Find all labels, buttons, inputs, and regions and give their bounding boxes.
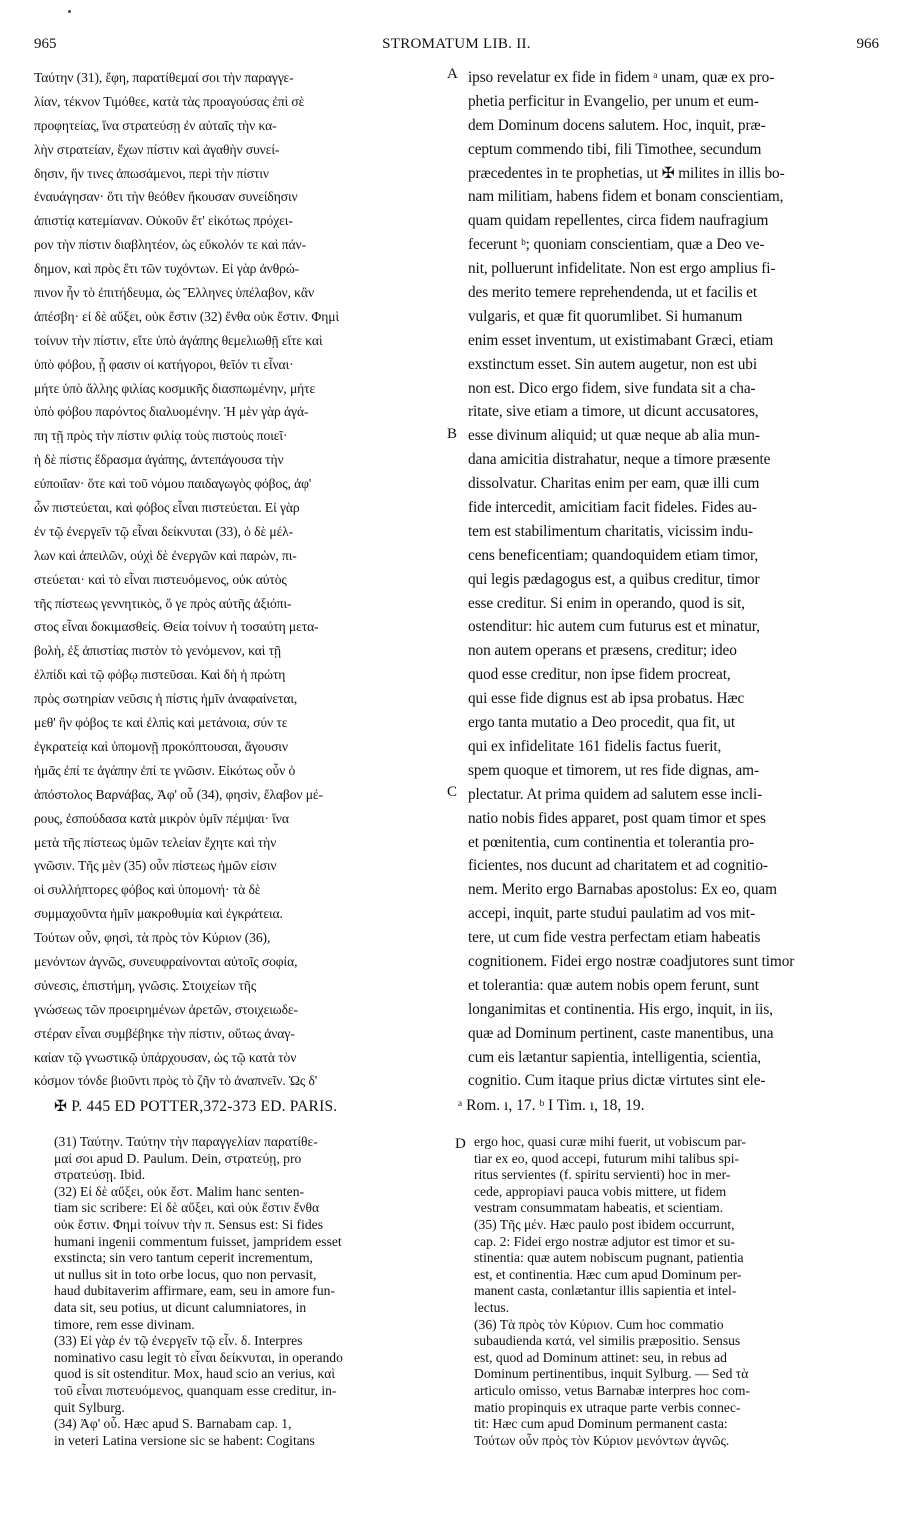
latin-text-line: ostenditur: hic autem cum futurus est et minatur, xyxy=(468,618,760,636)
greek-text-line: ἡμᾶς ἐπί τε ἀγάπην ἐπί τε γνῶσιν. Εἰκότως οὖν ὁ xyxy=(34,762,296,778)
latin-text-line: esse divinum aliquid; ut quæ neque ab alia mun- xyxy=(468,427,760,445)
footnote-line: lectus. xyxy=(474,1299,510,1315)
greek-text-line: ρους, ἐσπούδασα κατὰ μικρὸν ὑμῖν πέμψαι· ἵνα xyxy=(34,810,289,826)
footnote-line: (31) Ταύτην. Ταύτην τὴν παραγγελίαν παρατίθε- xyxy=(54,1134,318,1149)
left-page-number: 965 xyxy=(34,36,57,52)
footnote-line: timore, rem esse divinam. xyxy=(54,1316,195,1332)
reference-line xyxy=(34,1097,879,1117)
latin-text-line: et pœnitentia, cum continentia et tolerantia pro- xyxy=(468,833,755,851)
right-page-number: 966 xyxy=(856,36,879,52)
running-title: STROMATUM LIB. II. xyxy=(382,36,531,52)
latin-text-line: exstinctum esset. Sin autem augetur, non est ubi xyxy=(468,355,758,373)
footnote-line: cap. 2: Fidei ergo nostræ adjutor est timor et su- xyxy=(474,1233,736,1249)
latin-text-line: dana amicitia distrahatur, neque a timore præsente xyxy=(468,451,771,469)
greek-text-line: ἐλπίδι καὶ τῷ φόβῳ πιστεῦσαι. Καὶ δὴ ἡ πρώτη xyxy=(34,667,286,683)
greek-text-line: ἐναυάγησαν· ὅτι τὴν θεόθεν ἤκουσαν συνείδησιν xyxy=(34,189,298,205)
latin-text-line: cognitio. Cum itaque prius dictæ virtutes sint ele- xyxy=(468,1072,766,1090)
greek-text-line: συμμαχοῦντα ἡμῖν μακροθυμία καὶ ἐγκράτεια. xyxy=(34,906,283,922)
greek-text-line: Ταύτην (31), ἔφη, παρατίθεμαί σοι τὴν παραγγε- xyxy=(34,70,294,85)
footnote-line: tiam sic scribere: Εἰ δὲ αὔξει, καὶ οὐκ ἔστιν ἔνθα xyxy=(54,1200,320,1216)
latin-text-line: non est. Dico ergo fidem, sive fundata sit a cha- xyxy=(468,379,756,397)
latin-text-line: spem quoque et timorem, ut res fide dignas, am- xyxy=(468,761,759,779)
latin-text-line: des merito temere reprehendenda, ut et facilis et xyxy=(468,284,758,302)
footnote-line: tiar ex eo, quod accepi, futurum mihi talibus spi- xyxy=(474,1150,740,1166)
greek-text-line: ἀπέσβη· εἰ δὲ αὔξει, οὐκ ἔστιν (32) ἔνθα οὐκ ἔστιν. Φημὶ xyxy=(34,308,339,324)
latin-text-line: enim esset inventum, ut existimabant Græci, etiam xyxy=(468,331,774,349)
greek-text-line: ἡ δὲ πίστις ἕδρασμα ἀγάπης, ἀντεπάγουσα τὴν xyxy=(34,452,284,468)
margin-letter-b: B xyxy=(447,426,458,442)
greek-text-line: μεθ' ἣν φόβος τε καὶ ἐλπὶς καὶ μετάνοια, σύν τε xyxy=(34,715,288,731)
latin-text-line: accepi, inquit, parte studui paulatim ad vos mit- xyxy=(468,905,755,923)
footnote-line: τοῦ εἶναι πιστευόμενος, quanquam esse creditur, in- xyxy=(54,1382,337,1398)
latin-text-line: non autem operans et præsens, creditur; ideo xyxy=(468,642,737,660)
greek-text-line: ἀπόστολος Βαρνάβας, Ἀφ' οὗ (34), φησὶν, ἔλαβον μέ- xyxy=(34,786,323,802)
greek-text-line: δησιν, ἥν τινες ἀπωσάμενοι, περὶ τὴν πίστιν xyxy=(34,165,269,181)
footnote-line: exstincta; sin vero tantum ceperit incrementum, xyxy=(54,1250,313,1266)
greek-text-line: μενόντων ἁγνῶς, συνευφραίνονται αὐτοῖς σοφία, xyxy=(34,953,298,969)
footnote-line: haud dubitaverim affirmare, eam, seu in amore fun- xyxy=(54,1283,335,1299)
latin-text-line: præcedentes in te prophetias, ut ✠ milites in illis bo- xyxy=(468,164,785,182)
latin-text-line: et tolerantia: quæ autem nobis opem ferunt, sunt xyxy=(468,976,759,994)
greek-text-line: στεύεται· καὶ τὸ εἶναι πιστευόμενος, οὐκ αὐτὸς xyxy=(34,571,287,587)
greek-text-line: λίαν, τέκνον Τιμόθεε, κατὰ τὰς προαγούσας ἐπὶ σὲ xyxy=(34,93,305,109)
footnote-line: humani ingenii commentum fuisset, jampridem esset xyxy=(54,1233,342,1249)
footnote-line: Τούτων οὖν πρὸς τὸν Κύριον μενόντων ἁγνῶς. xyxy=(474,1432,730,1448)
latin-text-line: nit, polluerunt infidelitate. Non est ergo amplius fi- xyxy=(468,260,776,278)
greek-text-line: τῆς πίστεως γεννητικὸς, ὅ γε πρὸς αὐτῆς ἀξιόπι- xyxy=(34,595,292,611)
margin-letter-c: C xyxy=(447,784,458,800)
footnote-line: (32) Εἰ δὲ αὔξει, οὐκ ἔστ. Malim hanc senten- xyxy=(54,1183,305,1199)
footnote-line: ut nullus sit in toto orbe locus, quo non pervasit, xyxy=(54,1266,317,1282)
latin-text-line: ficientes, nos ducunt ad charitatem et ad cognitio- xyxy=(468,857,768,875)
greek-text-line: μήτε ὑπὸ ἄλλης φιλίας κοσμικῆς διασπωμένην, μήτε xyxy=(34,380,316,396)
greek-text-line: ἀπιστίᾳ κατεμίαναν. Οὐκοῦν ἔτ' εἰκότως πρόχει- xyxy=(34,213,293,229)
footnote-line: nominativo casu legit τὸ εἶναι δείκνυται, in operando xyxy=(54,1349,343,1365)
greek-text-line: στος εἶναι δοκιμασθείς. Θεία τοίνυν ἡ τοσαύτη μετα- xyxy=(34,619,319,635)
footnote-line: οὐκ ἔστιν. Φημὶ τοίνυν τὴν π. Sensus est: Si fides xyxy=(54,1216,323,1232)
greek-text-line: ρον τὴν πίστιν διαβλητέον, ὡς εὔκολόν τε καὶ πάν- xyxy=(34,237,307,253)
greek-text-line: μετὰ τῆς πίστεως ὑμῶν τελείαν ἔχητε καὶ τὴν xyxy=(34,834,277,850)
greek-text-line: καίαν τῷ γνωστικῷ ὑπάρχουσαν, ὡς τῷ κατὰ τὸν xyxy=(34,1049,297,1065)
greek-text-line: γνῶσιν. Τῆς μὲν (35) οὖν πίστεως ἡμῶν εἰσιν xyxy=(34,858,277,874)
latin-text-line: natio nobis fides apparet, post quam timor et spes xyxy=(468,809,766,827)
latin-text-line: qui ex infidelitate 161 fidelis factus fuerit, xyxy=(468,737,722,755)
footnote-line: vestram consummatam habeatis, et scientiam. xyxy=(474,1200,724,1216)
footnotes-left-column xyxy=(54,1134,446,1449)
latin-text-line: cens beneficentiam; quandoquidem etiam timor, xyxy=(468,546,759,564)
latin-text-line: quam quidam repellentes, circa fidem naufragium xyxy=(468,212,769,230)
greek-text-line: λων καὶ ἀπειλῶν, οὐχὶ δὲ ἐνεργῶν καὶ παρὼν, πι- xyxy=(34,547,297,563)
bible-references: ᵃ Rom. ı, 17. ᵇ I Tim. ı, 18, 19. xyxy=(458,1097,645,1114)
greek-text-line: ἐν τῷ ἐνεργεῖν τῷ εἶναι δείκνυται (33), ὁ δὲ μέλ- xyxy=(34,523,294,539)
running-header xyxy=(34,36,879,56)
margin-letter-a: A xyxy=(447,66,458,82)
footnote-line: articulo omisso, vetus Barnabæ interpres hoc com- xyxy=(474,1382,750,1398)
footnote-line: (33) Εἰ γὰρ ἐν τῷ ἐνεργεῖν τῷ εἶν. δ. Interpres xyxy=(54,1333,303,1349)
latin-text-line: vulgaris, et quæ fit quorumlibet. Si humanum xyxy=(468,307,743,325)
greek-text-line: λὴν στρατείαν, ἔχων πίστιν καὶ ἀγαθὴν συνεί- xyxy=(34,141,280,157)
margin-letter-d: D xyxy=(455,1136,466,1152)
greek-text-line: σύνεσις, ἐπιστήμη, γνῶσις. Στοιχείων τῆς xyxy=(34,977,257,993)
greek-text-line: ἐγκρατείᾳ καὶ ὑπομονῇ προκόπτουσαι, ἄγουσιν xyxy=(34,738,288,754)
footnote-line: est, quod ad Dominum attinet: seu, in rebus ad xyxy=(474,1349,727,1365)
footnote-line: ergo hoc, quasi curæ mihi fuerit, ut vobiscum par- xyxy=(474,1134,747,1149)
greek-text-line: προφητείας, ἵνα στρατεύσῃ ἐν αὐταῖς τὴν κα- xyxy=(34,117,277,133)
footnote-line: tit: Hæc cum apud Dominum permanent casta: xyxy=(474,1416,728,1432)
latin-text-line: tem est stabilimentum charitatis, vicissim indu- xyxy=(468,522,753,540)
greek-text-line: γνώσεως τῶν προειρημένων ἀρετῶν, στοιχειωδε- xyxy=(34,1001,298,1017)
footnote-line: ritus servientes (f. spiritu servienti) hoc in mer- xyxy=(474,1167,731,1183)
footnote-line: data sit, seu potius, ut dicunt calumniatores, in xyxy=(54,1299,307,1315)
latin-text-column xyxy=(468,66,880,1093)
greek-text-column xyxy=(34,66,454,1093)
footnote-line: στρατεύσῃ. Ibid. xyxy=(54,1167,146,1183)
footnote-line: matio propinquis ex utraque parte verbis connec- xyxy=(474,1399,741,1415)
latin-text-line: quæ ad Dominum pertinent, caste manentibus, una xyxy=(468,1024,774,1042)
greek-text-line: κόσμον τόνδε βιοῦντι πρὸς τὸ ζῆν τὸ ἀναπνεῖν. Ὡς δ' xyxy=(34,1073,318,1089)
footnote-line: quit Sylburg. xyxy=(54,1399,125,1415)
latin-text-line: plectatur. At prima quidem ad salutem esse incli- xyxy=(468,785,763,803)
latin-text-line: fide intercedit, amicitiam facit fideles. Fides au- xyxy=(468,499,757,517)
greek-text-line: πρὸς σωτηρίαν νεῦσις ἡ πίστις ἡμῖν ἀναφαίνεται, xyxy=(34,691,298,707)
latin-text-line: nam militiam, habens fidem et bonam conscientiam, xyxy=(468,188,784,206)
greek-text-line: ὑπὸ φόβου παρόντος διαλυομένην. Ἡ μὲν γὰρ ἀγά- xyxy=(34,404,309,420)
footnote-line: cede, appropiavi pauca vobis mittere, ut fidem xyxy=(474,1183,727,1199)
greek-text-line: εὐποιΐαν· ὅτε καὶ τοῦ νόμου παιδαγωγὸς φόβος, ἀφ' xyxy=(34,476,312,492)
latin-text-line: nem. Merito ergo Barnabas apostolus: Ex eo, quam xyxy=(468,881,777,899)
footnote-line: (36) Τὰ πρὸς τὸν Κύριον. Cum hoc commatio xyxy=(474,1316,724,1332)
edition-reference: ✠ P. 445 ED POTTER,372-373 ED. PARIS. xyxy=(54,1098,338,1115)
greek-text-line: πη τῇ πρὸς τὴν πίστιν φιλίᾳ τοὺς πιστοὺς ποιεῖ· xyxy=(34,428,288,444)
greek-text-line: στέραν εἶναι συμβέβηκε τὴν πίστιν, οὕτως ἀναγ- xyxy=(34,1025,295,1041)
latin-text-line: qui esse fide dignus est ab ipsa probatus. Hæc xyxy=(468,690,745,708)
latin-text-line: fecerunt ᵇ; quoniam conscientiam, quæ a Deo ve- xyxy=(468,236,765,254)
latin-text-line: ceptum commendo tibi, fili Timothee, secundum xyxy=(468,140,762,158)
latin-text-line: ipso revelatur ex fide in fidem ᵃ unam, quæ ex pro- xyxy=(468,69,775,86)
latin-text-line: longanimitas et continentia. His ergo, inquit, in iis, xyxy=(468,1000,773,1018)
footnote-line: est, et continentia. Hæc cum apud Dominum per- xyxy=(474,1266,742,1282)
greek-text-line: τοίνυν τὴν πίστιν, εἴτε ὑπὸ ἀγάπης θεμελιωθῇ εἴτε καὶ xyxy=(34,332,323,348)
greek-text-line: βολὴ, ἐξ ἀπιστίας πιστὸν τὸ γενόμενον, καὶ τῇ xyxy=(34,643,281,659)
latin-text-line: phetia perficitur in Evangelio, per unum et eum- xyxy=(468,92,759,110)
footnote-line: μαί σοι apud D. Paulum. Dein, στρατεύῃ, pro xyxy=(54,1150,302,1166)
greek-text-line: δημον, καὶ πρὸς ἔτι τῶν τυχόντων. Εἰ γὰρ ἀνθρώ- xyxy=(34,261,300,277)
greek-text-line: ὑπὸ φόβου, ᾗ φασιν οἱ κατήγοροι, θεῖόν τι εἶναι· xyxy=(34,356,294,372)
latin-text-line: dem Dominum docens salutem. Hoc, inquit, præ- xyxy=(468,116,766,134)
footnote-line: stinentia: quæ autem nobiscum pugnant, patientia xyxy=(474,1250,744,1266)
footnote-line: (34) Ἀφ' οὗ. Hæc apud S. Barnabam cap. 1, xyxy=(54,1416,292,1432)
greek-text-line: ὧν πιστεύεται, καὶ φόβος εἶναι πιστεύεται. Εἰ γὰρ xyxy=(34,500,300,516)
latin-text-line: cognitionem. Fidei ergo nostræ coadjutores sunt timor xyxy=(468,952,795,970)
footnote-line: in veteri Latina versione sic se habent: Cogitans xyxy=(54,1432,315,1448)
footnote-line: (35) Τῆς μέν. Hæc paulo post ibidem occurrunt, xyxy=(474,1216,735,1232)
footnote-line: quod is sit ostenditur. Mox, haud scio an verius, καὶ xyxy=(54,1366,336,1382)
latin-text-line: cum eis lætantur sapientia, intelligentia, scientia, xyxy=(468,1048,762,1066)
greek-text-line: οἱ συλλήπτορες φόβος καὶ ὑπομονή· τὰ δὲ xyxy=(34,882,261,898)
footnote-line: manent casta, conlætantur illis sapientia et intel- xyxy=(474,1283,737,1299)
latin-text-line: tere, ut cum fide vestra perfectam etiam habeatis xyxy=(468,929,761,947)
page-mark xyxy=(68,10,71,13)
footnotes-right-column xyxy=(474,1134,884,1449)
latin-text-line: qui legis pædagogus est, a quibus creditur, timor xyxy=(468,570,760,588)
latin-text-line: esse creditur. Si enim in operando, quod is sit, xyxy=(468,594,745,612)
latin-text-line: ergo tanta mutatio a Deo procedit, qua fit, ut xyxy=(468,714,735,732)
footnote-line: Dominum pertinentibus, inquit Sylburg. — Sed τὰ xyxy=(474,1366,749,1382)
latin-text-line: dissolvatur. Charitas enim per eam, quæ illi cum xyxy=(468,475,760,493)
footnote-line: subaudienda κατά, vel similis præpositio. Sensus xyxy=(474,1333,741,1349)
latin-text-line: ritate, sive etiam a timore, ut dicunt accusatores, xyxy=(468,403,759,421)
greek-text-line: πινον ἦν τὸ ἐπιτήδευμα, ὡς Ἕλληνες ὑπέλαβον, κἂν xyxy=(34,285,314,301)
greek-text-line: Τούτων οὖν, φησὶ, τὰ πρὸς τὸν Κύριον (36), xyxy=(34,930,271,946)
latin-text-line: quod esse creditur, non ipse fidem procreat, xyxy=(468,666,731,684)
